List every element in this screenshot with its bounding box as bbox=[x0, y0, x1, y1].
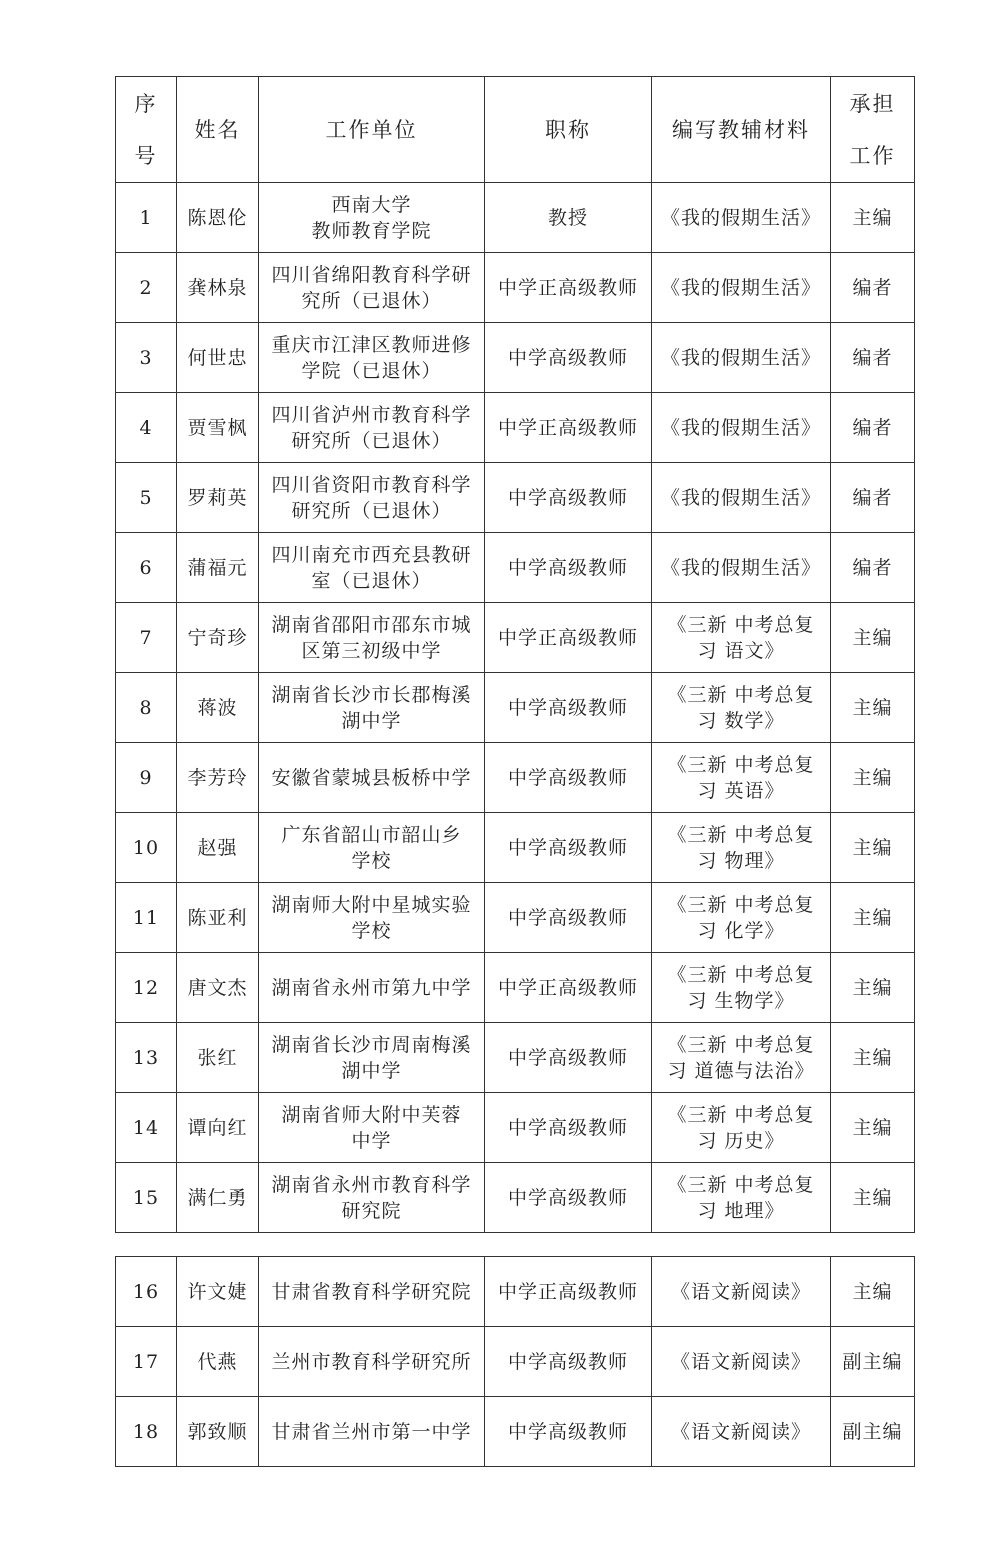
cell-role: 主编 bbox=[831, 743, 915, 813]
cell-title: 中学高级教师 bbox=[485, 1023, 652, 1093]
staff-table-continued bbox=[115, 1256, 915, 1467]
cell-seq: 1 bbox=[116, 183, 177, 253]
cell-unit-line: 学校 bbox=[351, 849, 392, 872]
cell-unit-line: 室（已退休） bbox=[311, 569, 432, 592]
cell-material bbox=[652, 253, 831, 323]
cell-role: 编者 bbox=[831, 253, 915, 323]
cell-role: 主编 bbox=[831, 1023, 915, 1093]
header-seq bbox=[116, 77, 177, 183]
cell-material bbox=[652, 603, 831, 673]
cell-unit bbox=[259, 533, 485, 603]
cell-material-line: 《三新 中考总复 bbox=[667, 893, 815, 916]
header-role bbox=[831, 77, 915, 183]
cell-role: 主编 bbox=[831, 1257, 915, 1327]
table-row bbox=[116, 1327, 915, 1397]
cell-name: 许文婕 bbox=[177, 1257, 259, 1327]
cell-material-line: 《语文新阅读》 bbox=[670, 1420, 811, 1443]
cell-unit-line: 研究所（已退休） bbox=[291, 499, 452, 522]
table-row bbox=[116, 533, 915, 603]
cell-material bbox=[652, 743, 831, 813]
cell-material bbox=[652, 673, 831, 743]
cell-seq: 9 bbox=[116, 743, 177, 813]
cell-name: 赵强 bbox=[177, 813, 259, 883]
cell-material bbox=[652, 953, 831, 1023]
cell-unit-line: 学院（已退休） bbox=[301, 359, 442, 382]
cell-material-line: 《语文新阅读》 bbox=[670, 1280, 811, 1303]
cell-material bbox=[652, 1023, 831, 1093]
cell-title: 教授 bbox=[485, 183, 652, 253]
cell-material-line: 《语文新阅读》 bbox=[670, 1350, 811, 1373]
cell-unit-line: 四川省资阳市教育科学 bbox=[271, 473, 472, 496]
header-role-line1: 承担 bbox=[849, 91, 896, 116]
header-row bbox=[116, 77, 915, 183]
cell-unit bbox=[259, 883, 485, 953]
cell-material-line: 《我的假期生活》 bbox=[660, 346, 821, 369]
cell-title: 中学高级教师 bbox=[485, 673, 652, 743]
cell-unit bbox=[259, 673, 485, 743]
table-row bbox=[116, 603, 915, 673]
cell-seq: 4 bbox=[116, 393, 177, 463]
cell-material-line: 《三新 中考总复 bbox=[667, 613, 815, 636]
cell-seq: 11 bbox=[116, 883, 177, 953]
cell-unit bbox=[259, 743, 485, 813]
cell-name: 陈恩伦 bbox=[177, 183, 259, 253]
cell-role: 主编 bbox=[831, 1093, 915, 1163]
cell-unit bbox=[259, 253, 485, 323]
cell-unit-line: 四川省绵阳教育科学研 bbox=[271, 263, 472, 286]
header-title: 职称 bbox=[485, 77, 652, 183]
cell-seq: 6 bbox=[116, 533, 177, 603]
cell-unit-line: 湖南省长沙市长郡梅溪 bbox=[271, 683, 472, 706]
cell-unit bbox=[259, 1327, 485, 1397]
cell-unit-line: 西南大学 bbox=[331, 193, 412, 216]
table-row bbox=[116, 813, 915, 883]
cell-unit-line: 湖南省长沙市周南梅溪 bbox=[271, 1033, 472, 1056]
cell-unit-line: 广东省韶山市韶山乡 bbox=[281, 823, 462, 846]
cell-title: 中学高级教师 bbox=[485, 463, 652, 533]
cell-material-line: 《我的假期生活》 bbox=[660, 206, 821, 229]
cell-role: 主编 bbox=[831, 883, 915, 953]
table-row bbox=[116, 183, 915, 253]
cell-unit-line: 教师教育学院 bbox=[311, 219, 432, 242]
cell-material-line: 《三新 中考总复 bbox=[667, 1103, 815, 1126]
cell-unit-line: 湖南省邵阳市邵东市城 bbox=[271, 613, 472, 636]
cell-name: 满仁勇 bbox=[177, 1163, 259, 1233]
cell-unit-line: 研究所（已退休） bbox=[291, 429, 452, 452]
cell-unit-line: 究所（已退休） bbox=[301, 289, 442, 312]
cell-seq: 13 bbox=[116, 1023, 177, 1093]
cell-material-line: 《我的假期生活》 bbox=[660, 416, 821, 439]
cell-material-line: 习 历史》 bbox=[697, 1129, 785, 1152]
cell-seq: 12 bbox=[116, 953, 177, 1023]
cell-material bbox=[652, 1163, 831, 1233]
cell-unit-line: 四川南充市西充县教研 bbox=[271, 543, 472, 566]
cell-unit-line: 湖南省永州市教育科学 bbox=[271, 1173, 472, 1196]
cell-unit-line: 学校 bbox=[351, 919, 392, 942]
cell-name: 陈亚利 bbox=[177, 883, 259, 953]
cell-role: 主编 bbox=[831, 1163, 915, 1233]
cell-title: 中学高级教师 bbox=[485, 323, 652, 393]
cell-material-line: 《我的假期生活》 bbox=[660, 276, 821, 299]
cell-unit-line: 四川省泸州市教育科学 bbox=[271, 403, 472, 426]
cell-unit bbox=[259, 1093, 485, 1163]
cell-unit bbox=[259, 1397, 485, 1467]
cell-unit-line: 中学 bbox=[351, 1129, 392, 1152]
cell-material bbox=[652, 1257, 831, 1327]
cell-material-line: 《三新 中考总复 bbox=[667, 753, 815, 776]
cell-title: 中学高级教师 bbox=[485, 1327, 652, 1397]
cell-title: 中学正高级教师 bbox=[485, 603, 652, 673]
table-row bbox=[116, 673, 915, 743]
cell-material-line: 《三新 中考总复 bbox=[667, 1033, 815, 1056]
cell-role: 主编 bbox=[831, 673, 915, 743]
cell-title: 中学正高级教师 bbox=[485, 953, 652, 1023]
cell-unit bbox=[259, 1257, 485, 1327]
cell-name: 蒋波 bbox=[177, 673, 259, 743]
cell-title: 中学高级教师 bbox=[485, 883, 652, 953]
staff-table bbox=[115, 76, 915, 1233]
cell-name: 代燕 bbox=[177, 1327, 259, 1397]
cell-seq: 14 bbox=[116, 1093, 177, 1163]
cell-seq: 10 bbox=[116, 813, 177, 883]
table-row bbox=[116, 1163, 915, 1233]
table-row bbox=[116, 883, 915, 953]
cell-unit-line: 湖南省师大附中芙蓉 bbox=[281, 1103, 462, 1126]
cell-role: 副主编 bbox=[831, 1397, 915, 1467]
cell-name: 张红 bbox=[177, 1023, 259, 1093]
cell-material-line: 习 语文》 bbox=[697, 639, 785, 662]
cell-unit bbox=[259, 953, 485, 1023]
cell-material-line: 《三新 中考总复 bbox=[667, 963, 815, 986]
cell-unit bbox=[259, 1163, 485, 1233]
cell-role: 编者 bbox=[831, 533, 915, 603]
cell-unit bbox=[259, 183, 485, 253]
cell-seq: 5 bbox=[116, 463, 177, 533]
cell-name: 唐文杰 bbox=[177, 953, 259, 1023]
cell-unit-line: 湖中学 bbox=[341, 709, 402, 732]
cell-material-line: 习 生物学》 bbox=[687, 989, 795, 1012]
table-row bbox=[116, 1257, 915, 1327]
cell-unit-line: 甘肃省教育科学研究院 bbox=[271, 1280, 472, 1303]
cell-material bbox=[652, 813, 831, 883]
cell-material bbox=[652, 1397, 831, 1467]
cell-seq: 17 bbox=[116, 1327, 177, 1397]
table-row bbox=[116, 1093, 915, 1163]
cell-unit bbox=[259, 603, 485, 673]
cell-title: 中学高级教师 bbox=[485, 533, 652, 603]
cell-unit-line: 研究院 bbox=[341, 1199, 402, 1222]
cell-material bbox=[652, 183, 831, 253]
cell-seq: 15 bbox=[116, 1163, 177, 1233]
cell-role: 副主编 bbox=[831, 1327, 915, 1397]
cell-name: 郭致顺 bbox=[177, 1397, 259, 1467]
cell-seq: 7 bbox=[116, 603, 177, 673]
cell-material-line: 《三新 中考总复 bbox=[667, 683, 815, 706]
cell-name: 龚林泉 bbox=[177, 253, 259, 323]
cell-material bbox=[652, 323, 831, 393]
table-row bbox=[116, 1397, 915, 1467]
cell-material-line: 习 地理》 bbox=[697, 1199, 785, 1222]
header-material: 编写教辅材料 bbox=[652, 77, 831, 183]
table-row bbox=[116, 253, 915, 323]
cell-material-line: 习 数学》 bbox=[697, 709, 785, 732]
header-name: 姓名 bbox=[177, 77, 259, 183]
cell-material bbox=[652, 463, 831, 533]
cell-role: 编者 bbox=[831, 393, 915, 463]
header-role-line2: 工作 bbox=[849, 143, 896, 168]
cell-seq: 8 bbox=[116, 673, 177, 743]
cell-material-line: 习 化学》 bbox=[697, 919, 785, 942]
table-row bbox=[116, 393, 915, 463]
cell-role: 主编 bbox=[831, 603, 915, 673]
cell-material-line: 习 英语》 bbox=[697, 779, 785, 802]
cell-unit-line: 甘肃省兰州市第一中学 bbox=[271, 1420, 472, 1443]
cell-material-line: 习 道德与法治》 bbox=[667, 1059, 815, 1082]
cell-unit-line: 湖南师大附中星城实验 bbox=[271, 893, 472, 916]
cell-unit-line: 湖南省永州市第九中学 bbox=[271, 976, 472, 999]
cell-unit-line: 区第三初级中学 bbox=[301, 639, 442, 662]
cell-title: 中学高级教师 bbox=[485, 743, 652, 813]
cell-unit bbox=[259, 1023, 485, 1093]
cell-role: 编者 bbox=[831, 323, 915, 393]
cell-material-line: 《三新 中考总复 bbox=[667, 823, 815, 846]
cell-material-line: 《三新 中考总复 bbox=[667, 1173, 815, 1196]
table-row bbox=[116, 743, 915, 813]
cell-material bbox=[652, 1327, 831, 1397]
table-row bbox=[116, 953, 915, 1023]
cell-name: 罗莉英 bbox=[177, 463, 259, 533]
cell-material-line: 习 物理》 bbox=[697, 849, 785, 872]
cell-unit bbox=[259, 463, 485, 533]
cell-unit-line: 重庆市江津区教师进修 bbox=[271, 333, 472, 356]
cell-material bbox=[652, 1093, 831, 1163]
cell-seq: 2 bbox=[116, 253, 177, 323]
cell-name: 李芳玲 bbox=[177, 743, 259, 813]
cell-role: 主编 bbox=[831, 813, 915, 883]
cell-name: 贾雪枫 bbox=[177, 393, 259, 463]
cell-title: 中学正高级教师 bbox=[485, 1257, 652, 1327]
cell-name: 宁奇珍 bbox=[177, 603, 259, 673]
cell-name: 谭向红 bbox=[177, 1093, 259, 1163]
cell-material-line: 《我的假期生活》 bbox=[660, 556, 821, 579]
header-seq-line1: 序 bbox=[134, 91, 158, 116]
cell-title: 中学正高级教师 bbox=[485, 393, 652, 463]
cell-title: 中学高级教师 bbox=[485, 813, 652, 883]
cell-name: 蒲福元 bbox=[177, 533, 259, 603]
cell-seq: 3 bbox=[116, 323, 177, 393]
cell-name: 何世忠 bbox=[177, 323, 259, 393]
cell-title: 中学正高级教师 bbox=[485, 253, 652, 323]
cell-role: 主编 bbox=[831, 953, 915, 1023]
cell-material bbox=[652, 393, 831, 463]
cell-role: 主编 bbox=[831, 183, 915, 253]
cell-material bbox=[652, 883, 831, 953]
cell-unit bbox=[259, 393, 485, 463]
cell-title: 中学高级教师 bbox=[485, 1397, 652, 1467]
cell-material-line: 《我的假期生活》 bbox=[660, 486, 821, 509]
table-row bbox=[116, 1023, 915, 1093]
table-row bbox=[116, 323, 915, 393]
cell-unit bbox=[259, 813, 485, 883]
cell-unit-line: 兰州市教育科学研究所 bbox=[271, 1350, 472, 1373]
cell-title: 中学高级教师 bbox=[485, 1093, 652, 1163]
header-seq-line2: 号 bbox=[134, 143, 158, 168]
cell-seq: 18 bbox=[116, 1397, 177, 1467]
cell-unit-line: 湖中学 bbox=[341, 1059, 402, 1082]
table-row bbox=[116, 463, 915, 533]
cell-title: 中学高级教师 bbox=[485, 1163, 652, 1233]
cell-material bbox=[652, 533, 831, 603]
header-unit: 工作单位 bbox=[259, 77, 485, 183]
cell-role: 编者 bbox=[831, 463, 915, 533]
cell-unit-line: 安徽省蒙城县板桥中学 bbox=[271, 766, 472, 789]
cell-unit bbox=[259, 323, 485, 393]
cell-seq: 16 bbox=[116, 1257, 177, 1327]
